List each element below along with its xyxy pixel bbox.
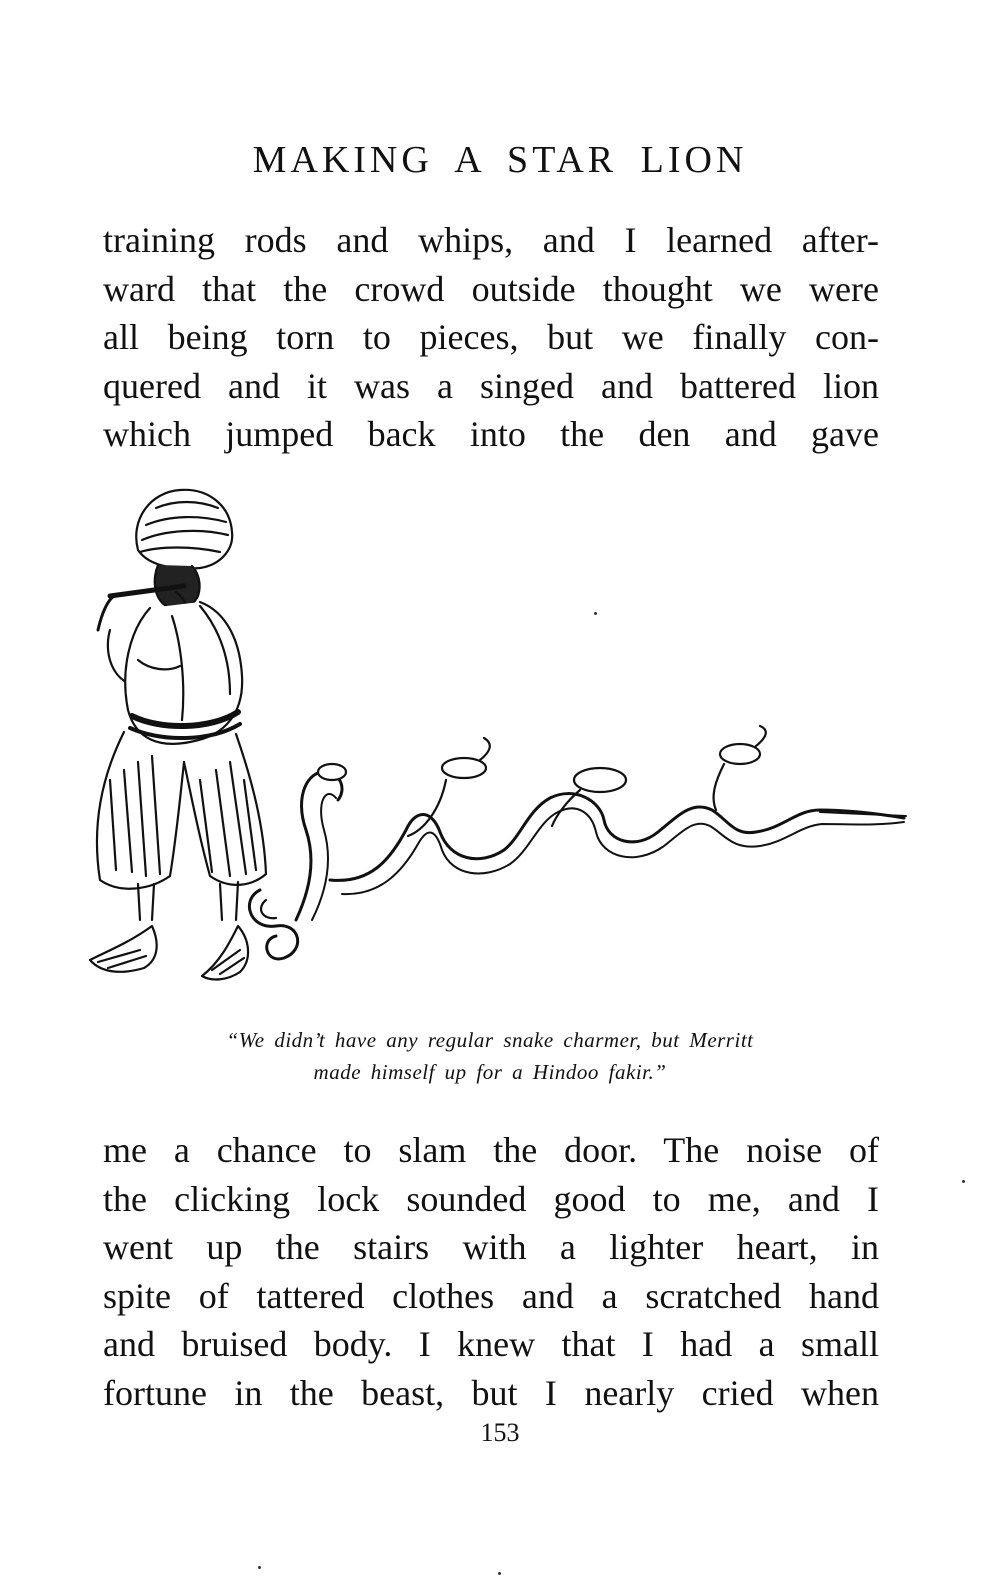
page-number: 153 [480, 1418, 520, 1447]
text-line: quered and it was a singed and battered lion [103, 365, 879, 406]
top-paragraph [103, 216, 879, 459]
caption-line: “We didn’t have any regular snake charmer, but Merritt [226, 1028, 754, 1052]
text-line: the clicking lock sounded good to me, and I [103, 1178, 879, 1219]
running-head: MAKING A STAR LION [252, 139, 748, 181]
bottom-paragraph [103, 1126, 879, 1417]
turban-icon [136, 490, 232, 569]
print-speck [962, 1180, 965, 1183]
text-line: and bruised body. I knew that I had a small [103, 1324, 879, 1364]
text-line: all being torn to pieces, but we finally con- [103, 317, 879, 357]
print-speck [258, 1566, 261, 1569]
fakir-snake-illustration [80, 480, 910, 1000]
text-line: me a chance to slam the door. The noise of [103, 1130, 879, 1170]
text-line: training rods and whips, and I learned after- [103, 220, 879, 260]
illustration-caption [110, 1024, 870, 1088]
text-line: spite of tattered clothes and a scratched hand [103, 1275, 879, 1316]
text-line: which jumped back into the den and gave [103, 414, 879, 454]
print-speck [594, 612, 597, 615]
caption-line: made himself up for a Hindoo fakir.” [313, 1060, 667, 1084]
text-line: fortune in the beast, but I nearly cried when [103, 1372, 879, 1413]
text-line: ward that the crowd outside thought we were [103, 268, 879, 309]
text-line: went up the stairs with a lighter heart, in [103, 1227, 879, 1267]
print-speck [498, 1572, 501, 1575]
